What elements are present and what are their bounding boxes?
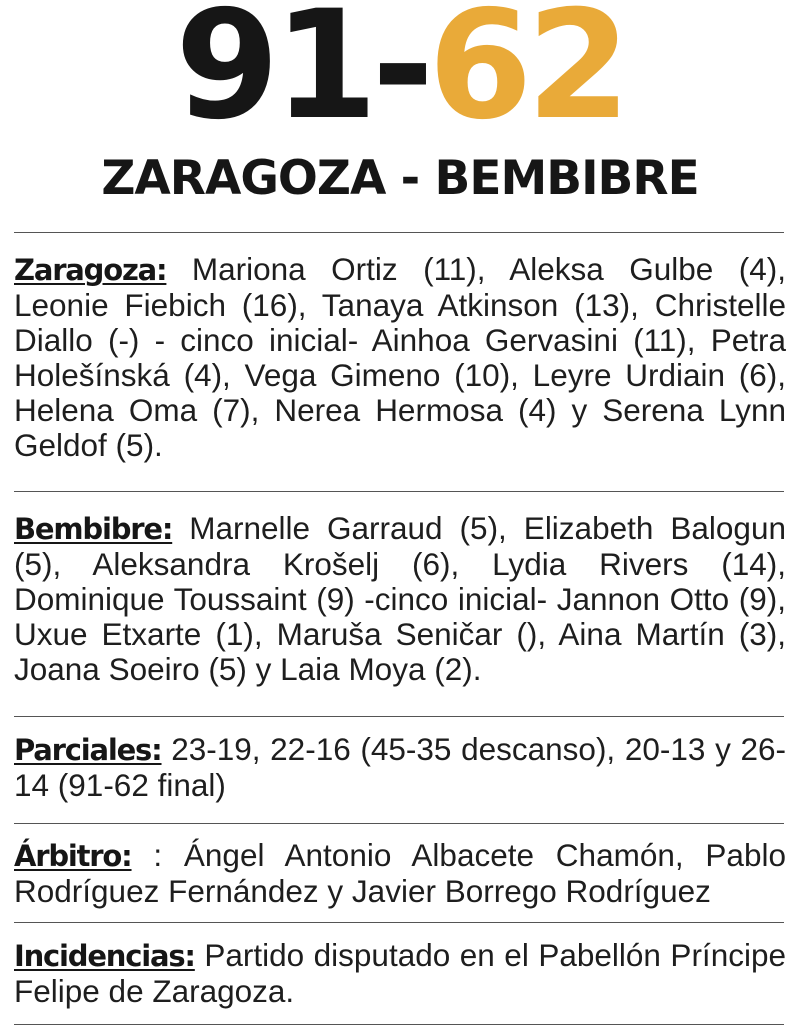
divider xyxy=(14,1024,784,1025)
parciales-label: Parciales: xyxy=(14,733,162,767)
incidencias-section xyxy=(14,938,786,1009)
parciales-text: 23-19, 22-16 (45-35 descanso), 20-13 y 26-14 (91-62 final) xyxy=(14,731,786,803)
arbitro-label: Árbitro: xyxy=(14,839,132,873)
parciales-section xyxy=(14,732,786,803)
divider xyxy=(14,823,784,824)
arbitro-text: : Ángel Antonio Albacete Chamón, Pablo Rodríguez Fernández y Javier Borrego Rodríguez xyxy=(14,837,786,909)
away-score: 62 xyxy=(428,0,625,153)
zaragoza-label: Zaragoza: xyxy=(14,253,167,287)
zaragoza-lineup xyxy=(14,252,786,463)
divider xyxy=(14,232,784,233)
zaragoza-players: Mariona Ortiz (11), Aleksa Gulbe (4), Leonie Fiebich (16), Tanaya Atkinson (13), Christelle Diallo (-) - cinco inicial- Ainhoa Gervasini (11), Petra Holešínská (4), Vega Gimeno (10), Leyre Urdiain (6), Helena Oma (7), Nerea Hermosa (4) y Serena Lynn Geldof (5). xyxy=(14,251,786,463)
home-score: 91 xyxy=(175,0,372,153)
arbitro-section xyxy=(14,838,786,909)
final-score xyxy=(0,0,800,153)
matchup-title: ZARAGOZA - BEMBIBRE xyxy=(101,151,699,206)
divider xyxy=(14,491,784,492)
incidencias-text: Partido disputado en el Pabellón Príncipe Felipe de Zaragoza. xyxy=(14,937,786,1009)
bembibre-label: Bembibre: xyxy=(14,512,173,546)
score-separator: - xyxy=(371,0,429,153)
bembibre-lineup xyxy=(14,511,786,687)
divider xyxy=(14,922,784,923)
incidencias-label: Incidencias: xyxy=(14,939,195,973)
bembibre-players: Marnelle Garraud (5), Elizabeth Balogun (5), Aleksandra Krošelj (6), Lydia Rivers (14), Dominique Toussaint (9) -cinco inicial- Jannon Otto (9), Uxue Etxarte (1), Maruša Seničar (), Aina Martín (3), Joana Soeiro (5) y Laia Moya (2). xyxy=(14,510,786,687)
divider xyxy=(14,716,784,717)
